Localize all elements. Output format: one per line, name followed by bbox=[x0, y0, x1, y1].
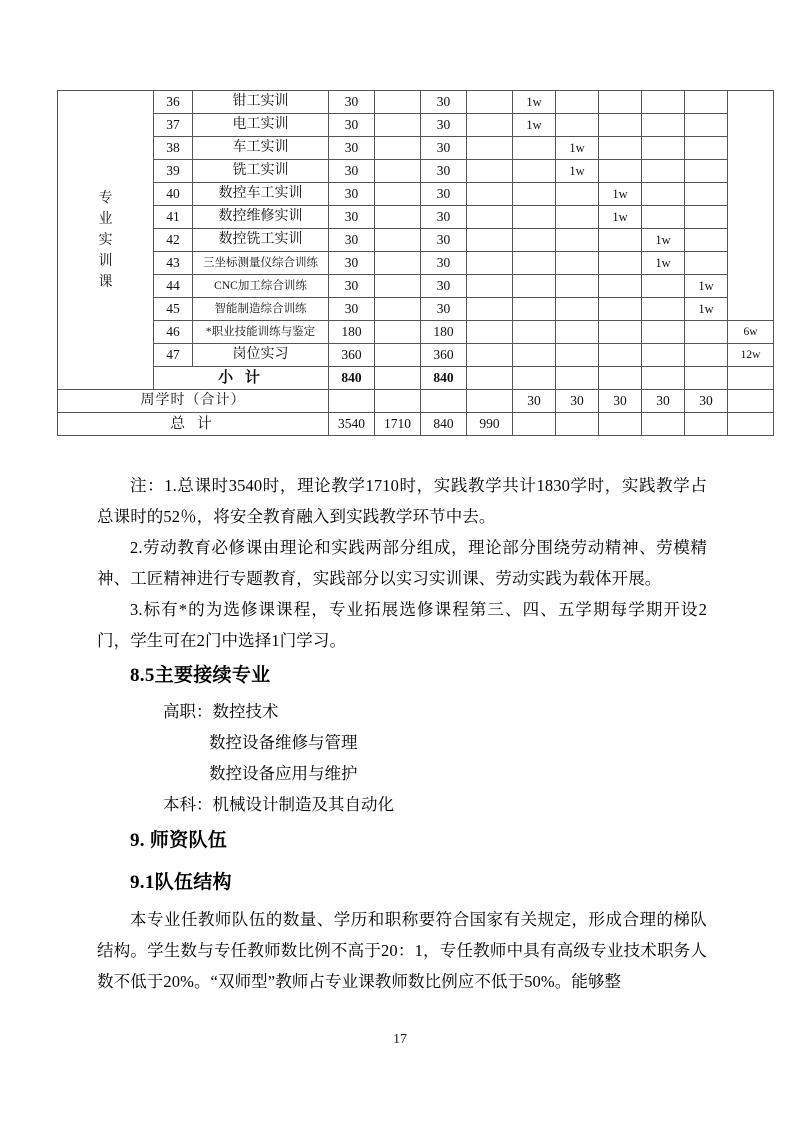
course-name: 钳工实训 bbox=[193, 91, 329, 114]
total-hours: 30 bbox=[329, 206, 375, 229]
table-row bbox=[58, 183, 774, 206]
subtotal-semester-1 bbox=[513, 367, 556, 390]
category-label-cell bbox=[58, 91, 154, 390]
practice-hours: 30 bbox=[421, 206, 467, 229]
weekly-semester-2: 30 bbox=[556, 390, 599, 413]
semester-3 bbox=[599, 252, 642, 275]
grand-total-practice: 840 bbox=[421, 413, 467, 436]
semester-1 bbox=[513, 160, 556, 183]
table-row bbox=[58, 275, 774, 298]
row-number: 41 bbox=[154, 206, 193, 229]
semester-1 bbox=[513, 275, 556, 298]
weekly-hours-row bbox=[58, 390, 774, 413]
theory-hours bbox=[375, 298, 421, 321]
extra-hours bbox=[467, 321, 513, 344]
course-schedule-table-container bbox=[57, 90, 761, 436]
semester-5 bbox=[685, 114, 728, 137]
total-hours: 180 bbox=[329, 321, 375, 344]
grand-total-semester-1 bbox=[513, 413, 556, 436]
extra-hours bbox=[467, 275, 513, 298]
semester-5: 1w bbox=[685, 275, 728, 298]
extra-hours bbox=[467, 206, 513, 229]
semester-4 bbox=[642, 206, 685, 229]
course-schedule-table bbox=[57, 90, 774, 436]
weekly-semester-3: 30 bbox=[599, 390, 642, 413]
course-name: CNC加工综合训练 bbox=[193, 275, 329, 298]
semester-2 bbox=[556, 298, 599, 321]
semester-2 bbox=[556, 114, 599, 137]
weekly-semester-5: 30 bbox=[685, 390, 728, 413]
weeks-value: 6w bbox=[728, 321, 774, 344]
grand-total-total: 3540 bbox=[329, 413, 375, 436]
table-body bbox=[58, 91, 774, 436]
extra-hours bbox=[467, 114, 513, 137]
semester-4 bbox=[642, 91, 685, 114]
table-row bbox=[58, 298, 774, 321]
subtotal-semester-3 bbox=[599, 367, 642, 390]
semester-3 bbox=[599, 229, 642, 252]
table-row bbox=[58, 114, 774, 137]
table-row bbox=[58, 91, 774, 114]
total-hours: 30 bbox=[329, 275, 375, 298]
subtotal-semester-4 bbox=[642, 367, 685, 390]
semester-4 bbox=[642, 344, 685, 367]
semester-1 bbox=[513, 321, 556, 344]
grand-total-label: 总 计 bbox=[58, 413, 329, 436]
subtotal-semester-2 bbox=[556, 367, 599, 390]
row-number: 36 bbox=[154, 91, 193, 114]
course-name: 岗位实习 bbox=[193, 344, 329, 367]
practice-hours: 30 bbox=[421, 298, 467, 321]
note-3: 3.标有*的为选修课课程，专业拓展选修课程第三、四、五学期每学期开设2门，学生可在2门中选择1门学习。 bbox=[97, 600, 707, 650]
semester-3 bbox=[599, 114, 642, 137]
semester-3: 1w bbox=[599, 183, 642, 206]
practice-hours: 30 bbox=[421, 275, 467, 298]
table-row bbox=[58, 344, 774, 367]
semester-4 bbox=[642, 275, 685, 298]
subtotal-practice: 840 bbox=[421, 367, 467, 390]
row-number: 40 bbox=[154, 183, 193, 206]
extra-hours bbox=[467, 344, 513, 367]
theory-hours bbox=[375, 229, 421, 252]
course-name: 智能制造综合训练 bbox=[193, 298, 329, 321]
grand-total-weeks bbox=[728, 413, 774, 436]
semester-1 bbox=[513, 344, 556, 367]
semester-5 bbox=[685, 344, 728, 367]
table-row bbox=[58, 321, 774, 344]
semester-4 bbox=[642, 160, 685, 183]
semester-4 bbox=[642, 183, 685, 206]
row-number: 46 bbox=[154, 321, 193, 344]
practice-hours: 30 bbox=[421, 160, 467, 183]
row-number: 47 bbox=[154, 344, 193, 367]
semester-5 bbox=[685, 321, 728, 344]
theory-hours bbox=[375, 91, 421, 114]
course-name: 电工实训 bbox=[193, 114, 329, 137]
total-hours: 30 bbox=[329, 91, 375, 114]
subtotal-semester-5 bbox=[685, 367, 728, 390]
row-number: 37 bbox=[154, 114, 193, 137]
grand-total-semester-3 bbox=[599, 413, 642, 436]
extra-hours bbox=[467, 183, 513, 206]
continuation-major-line-2: 数控设备维修与管理 bbox=[209, 733, 358, 752]
weekly-weeks bbox=[728, 390, 774, 413]
practice-hours: 30 bbox=[421, 229, 467, 252]
semester-1: 1w bbox=[513, 91, 556, 114]
category-char: 课 bbox=[98, 274, 113, 290]
semester-2 bbox=[556, 91, 599, 114]
note-1: 注：1.总课时3540时，理论教学1710时，实践教学共计1830学时，实践教学占总课时的52％，将安全教育融入到实践教学环节中去。 bbox=[97, 476, 707, 526]
category-char: 训 bbox=[98, 253, 113, 269]
extra-hours bbox=[467, 137, 513, 160]
semester-5 bbox=[685, 252, 728, 275]
theory-hours bbox=[375, 114, 421, 137]
theory-hours bbox=[375, 137, 421, 160]
total-hours: 30 bbox=[329, 298, 375, 321]
total-hours: 30 bbox=[329, 114, 375, 137]
section-9-1-paragraph: 本专业任教师队伍的数量、学历和职称要符合国家有关规定，形成合理的梯队结构。学生数与专任教师数比例不高于20：1，专任教师中具有高级专业技术职务人数不低于20%。“双师型”教师占专业课教师数比例应不低于50%。能够整 bbox=[97, 910, 707, 991]
semester-1 bbox=[513, 183, 556, 206]
semester-5 bbox=[685, 229, 728, 252]
row-number: 43 bbox=[154, 252, 193, 275]
semester-5 bbox=[685, 160, 728, 183]
table-row bbox=[58, 160, 774, 183]
table-row bbox=[58, 229, 774, 252]
theory-hours bbox=[375, 321, 421, 344]
theory-hours bbox=[375, 252, 421, 275]
semester-3 bbox=[599, 160, 642, 183]
grand-total-row bbox=[58, 413, 774, 436]
practice-hours: 180 bbox=[421, 321, 467, 344]
course-name: 数控车工实训 bbox=[193, 183, 329, 206]
semester-1 bbox=[513, 206, 556, 229]
semester-3 bbox=[599, 344, 642, 367]
weekly-practice bbox=[421, 390, 467, 413]
semester-4: 1w bbox=[642, 229, 685, 252]
section-9-heading: 9. 师资队伍 bbox=[130, 830, 228, 851]
total-hours: 360 bbox=[329, 344, 375, 367]
weekly-semester-4: 30 bbox=[642, 390, 685, 413]
subtotal-theory bbox=[375, 367, 421, 390]
semester-3 bbox=[599, 137, 642, 160]
category-char: 专 bbox=[98, 190, 113, 206]
row-number: 38 bbox=[154, 137, 193, 160]
grand-total-semester-4 bbox=[642, 413, 685, 436]
subtotal-extra bbox=[467, 367, 513, 390]
semester-1 bbox=[513, 137, 556, 160]
practice-hours: 30 bbox=[421, 91, 467, 114]
semester-2 bbox=[556, 206, 599, 229]
row-number: 39 bbox=[154, 160, 193, 183]
grand-total-semester-5 bbox=[685, 413, 728, 436]
course-name: 数控铣工实训 bbox=[193, 229, 329, 252]
category-char: 实 bbox=[98, 232, 113, 248]
semester-5 bbox=[685, 91, 728, 114]
semester-3 bbox=[599, 91, 642, 114]
table-row bbox=[58, 137, 774, 160]
continuation-major-line-4: 本科：机械设计制造及其自动化 bbox=[163, 795, 394, 814]
subtotal-row bbox=[58, 367, 774, 390]
semester-2: 1w bbox=[556, 137, 599, 160]
page-number: 17 bbox=[393, 1032, 407, 1047]
semester-5 bbox=[685, 137, 728, 160]
semester-4 bbox=[642, 298, 685, 321]
semester-4 bbox=[642, 321, 685, 344]
semester-3 bbox=[599, 321, 642, 344]
theory-hours bbox=[375, 344, 421, 367]
semester-1 bbox=[513, 298, 556, 321]
semester-2 bbox=[556, 321, 599, 344]
semester-1 bbox=[513, 252, 556, 275]
weekly-theory bbox=[375, 390, 421, 413]
weeks-value: 12w bbox=[728, 344, 774, 367]
semester-5 bbox=[685, 183, 728, 206]
semester-2 bbox=[556, 252, 599, 275]
practice-hours: 30 bbox=[421, 183, 467, 206]
semester-2 bbox=[556, 344, 599, 367]
weeks-merged-cell bbox=[728, 91, 774, 321]
semester-2: 1w bbox=[556, 160, 599, 183]
subtotal-label: 小 计 bbox=[154, 367, 329, 390]
semester-5 bbox=[685, 206, 728, 229]
document-body bbox=[97, 470, 707, 997]
continuation-major-line-3: 数控设备应用与维护 bbox=[209, 764, 358, 783]
practice-hours: 30 bbox=[421, 114, 467, 137]
note-2: 2.劳动教育必修课由理论和实践两部分组成，理论部分围绕劳动精神、劳模精神、工匠精神进行专题教育，实践部分以实习实训课、劳动实践为载体开展。 bbox=[97, 538, 707, 588]
theory-hours bbox=[375, 160, 421, 183]
course-name: 车工实训 bbox=[193, 137, 329, 160]
grand-total-semester-2 bbox=[556, 413, 599, 436]
semester-4 bbox=[642, 114, 685, 137]
row-number: 42 bbox=[154, 229, 193, 252]
total-hours: 30 bbox=[329, 252, 375, 275]
course-name: 三坐标测量仪综合训练 bbox=[193, 252, 329, 275]
extra-hours bbox=[467, 91, 513, 114]
semester-3: 1w bbox=[599, 206, 642, 229]
category-char: 业 bbox=[98, 211, 113, 227]
extra-hours bbox=[467, 298, 513, 321]
semester-2 bbox=[556, 229, 599, 252]
semester-2 bbox=[556, 275, 599, 298]
weekly-semester-1: 30 bbox=[513, 390, 556, 413]
weekly-hours-label: 周学时（合计） bbox=[58, 390, 329, 413]
extra-hours bbox=[467, 160, 513, 183]
semester-4: 1w bbox=[642, 252, 685, 275]
subtotal-total: 840 bbox=[329, 367, 375, 390]
row-number: 45 bbox=[154, 298, 193, 321]
grand-total-theory: 1710 bbox=[375, 413, 421, 436]
weekly-extra bbox=[467, 390, 513, 413]
section-9-1-heading: 9.1队伍结构 bbox=[130, 872, 232, 893]
semester-3 bbox=[599, 275, 642, 298]
theory-hours bbox=[375, 183, 421, 206]
grand-total-extra: 990 bbox=[467, 413, 513, 436]
semester-1 bbox=[513, 229, 556, 252]
practice-hours: 360 bbox=[421, 344, 467, 367]
practice-hours: 30 bbox=[421, 252, 467, 275]
practice-hours: 30 bbox=[421, 137, 467, 160]
course-name: 数控维修实训 bbox=[193, 206, 329, 229]
course-name: *职业技能训练与鉴定 bbox=[193, 321, 329, 344]
category-vertical-label bbox=[58, 91, 153, 389]
total-hours: 30 bbox=[329, 137, 375, 160]
section-8-5-heading: 8.5主要接续专业 bbox=[130, 665, 271, 686]
theory-hours bbox=[375, 206, 421, 229]
weekly-total bbox=[329, 390, 375, 413]
continuation-major-line-1: 高职：数控技术 bbox=[163, 702, 279, 721]
total-hours: 30 bbox=[329, 160, 375, 183]
semester-1: 1w bbox=[513, 114, 556, 137]
extra-hours bbox=[467, 229, 513, 252]
theory-hours bbox=[375, 275, 421, 298]
row-number: 44 bbox=[154, 275, 193, 298]
subtotal-weeks bbox=[728, 367, 774, 390]
semester-2 bbox=[556, 183, 599, 206]
total-hours: 30 bbox=[329, 229, 375, 252]
course-name: 铣工实训 bbox=[193, 160, 329, 183]
semester-4 bbox=[642, 137, 685, 160]
extra-hours bbox=[467, 252, 513, 275]
semester-5: 1w bbox=[685, 298, 728, 321]
total-hours: 30 bbox=[329, 183, 375, 206]
table-row bbox=[58, 206, 774, 229]
table-row bbox=[58, 252, 774, 275]
semester-3 bbox=[599, 298, 642, 321]
